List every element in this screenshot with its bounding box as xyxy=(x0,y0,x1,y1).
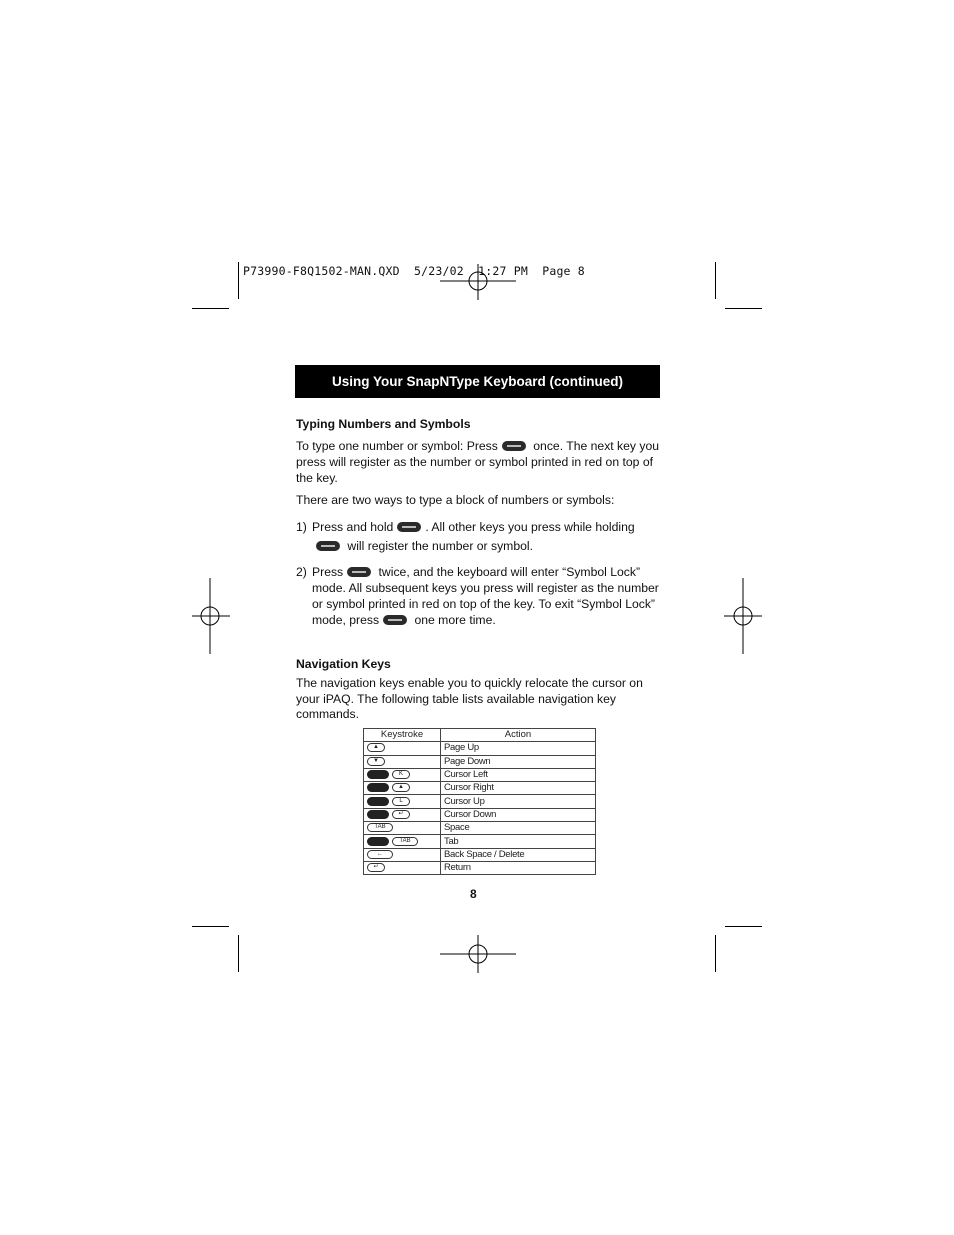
table-row xyxy=(364,835,596,848)
symbol-key-icon xyxy=(367,797,389,806)
table-row xyxy=(364,755,596,768)
heading-typing-numbers: Typing Numbers and Symbols xyxy=(296,417,471,431)
action-cell: Cursor Up xyxy=(441,795,596,808)
paragraph-navigation: The navigation keys enable you to quickly relocate the cursor on your iPAQ. The following table lists available navigation key commands. xyxy=(296,676,643,721)
navigation-keys-table xyxy=(363,728,596,875)
list-number: 2) xyxy=(296,565,307,579)
table-row xyxy=(364,808,596,821)
key-icon: ▲ xyxy=(367,743,385,752)
key-icon: K xyxy=(392,770,410,779)
action-cell: Space xyxy=(441,822,596,835)
action-cell: Cursor Right xyxy=(441,782,596,795)
keystroke-cell xyxy=(364,768,441,781)
action-cell: Tab xyxy=(441,835,596,848)
keystroke-cell xyxy=(364,782,441,795)
table-row xyxy=(364,742,596,755)
text: twice, and the keyboard will enter “Symbol Lock” mode. All subsequent keys you press will register as the number or symbol printed in red on top of the key. To exit “Symbol Lock” mode, press xyxy=(312,565,659,627)
table-row xyxy=(364,848,596,861)
text: once. The next key you press will register as the number or symbol printed in red on top of the key. xyxy=(296,439,660,485)
registration-mark xyxy=(440,935,516,975)
crop-mark xyxy=(238,935,239,972)
symbol-key-icon xyxy=(397,522,421,532)
key-icon: L xyxy=(392,797,410,806)
list-item-press-twice xyxy=(296,564,660,628)
symbol-key-icon xyxy=(367,810,389,819)
keystroke-cell xyxy=(364,755,441,768)
column-header-action: Action xyxy=(441,729,596,742)
key-icon: ▲ xyxy=(392,783,410,792)
crop-mark xyxy=(715,935,716,972)
registration-mark xyxy=(192,578,230,654)
keystroke-cell xyxy=(364,835,441,848)
page-number: 8 xyxy=(470,887,477,901)
list-number: 1) xyxy=(296,520,307,534)
keystroke-cell xyxy=(364,742,441,755)
tab-key-icon: TAB xyxy=(392,837,418,846)
table-row xyxy=(364,782,596,795)
symbol-key-icon xyxy=(367,783,389,792)
text: Press and hold xyxy=(312,520,394,534)
registration-mark xyxy=(440,264,516,304)
text: will register the number or symbol. xyxy=(347,539,533,553)
page-content xyxy=(296,416,660,723)
text: Press xyxy=(312,565,344,579)
column-header-keystroke: Keystroke xyxy=(364,729,441,742)
action-cell: Return xyxy=(441,861,596,874)
key-icon: ↵ xyxy=(392,810,410,819)
keystroke-cell xyxy=(364,808,441,821)
crop-mark xyxy=(725,308,762,309)
return-key-icon: ↵ xyxy=(367,863,385,872)
section-header-title: Using Your SnapNType Keyboard (continued) xyxy=(331,374,624,389)
symbol-key-icon xyxy=(502,441,526,451)
table-row xyxy=(364,861,596,874)
action-cell: Cursor Down xyxy=(441,808,596,821)
paragraph-one-symbol xyxy=(296,438,660,486)
action-cell: Page Up xyxy=(441,742,596,755)
backspace-key-icon: ← xyxy=(367,850,393,859)
symbol-key-icon xyxy=(316,541,340,551)
key-icon: ▼ xyxy=(367,757,385,766)
action-cell: Back Space / Delete xyxy=(441,848,596,861)
text: one more time. xyxy=(414,613,496,627)
section-header-bar xyxy=(295,365,660,398)
symbol-key-icon xyxy=(347,567,371,577)
heading-navigation-keys: Navigation Keys xyxy=(296,657,391,671)
crop-mark xyxy=(725,926,762,927)
list-item-press-hold xyxy=(296,518,660,556)
keystroke-cell xyxy=(364,795,441,808)
text: To type one number or symbol: Press xyxy=(296,439,498,453)
action-cell: Cursor Left xyxy=(441,768,596,781)
keystroke-cell xyxy=(364,848,441,861)
print-slug: P73990-F8Q1502-MAN.QXD 5/23/02 1:27 PM Page 8 xyxy=(243,264,585,278)
symbol-key-icon xyxy=(367,837,389,846)
crop-mark xyxy=(192,926,229,927)
keystroke-cell xyxy=(364,822,441,835)
symbol-key-icon xyxy=(383,615,407,625)
paragraph-two-ways: There are two ways to type a block of numbers or symbols: xyxy=(296,493,615,507)
text: . All other keys you press while holding xyxy=(425,520,635,534)
crop-mark xyxy=(238,262,239,299)
table-row xyxy=(364,822,596,835)
action-cell: Page Down xyxy=(441,755,596,768)
tab-key-icon: TAB xyxy=(367,823,393,832)
registration-mark xyxy=(724,578,762,654)
table-row xyxy=(364,768,596,781)
crop-mark xyxy=(715,262,716,299)
keystroke-cell xyxy=(364,861,441,874)
symbol-key-icon xyxy=(367,770,389,779)
table-header-row xyxy=(364,729,596,742)
crop-mark xyxy=(192,308,229,309)
table-row xyxy=(364,795,596,808)
